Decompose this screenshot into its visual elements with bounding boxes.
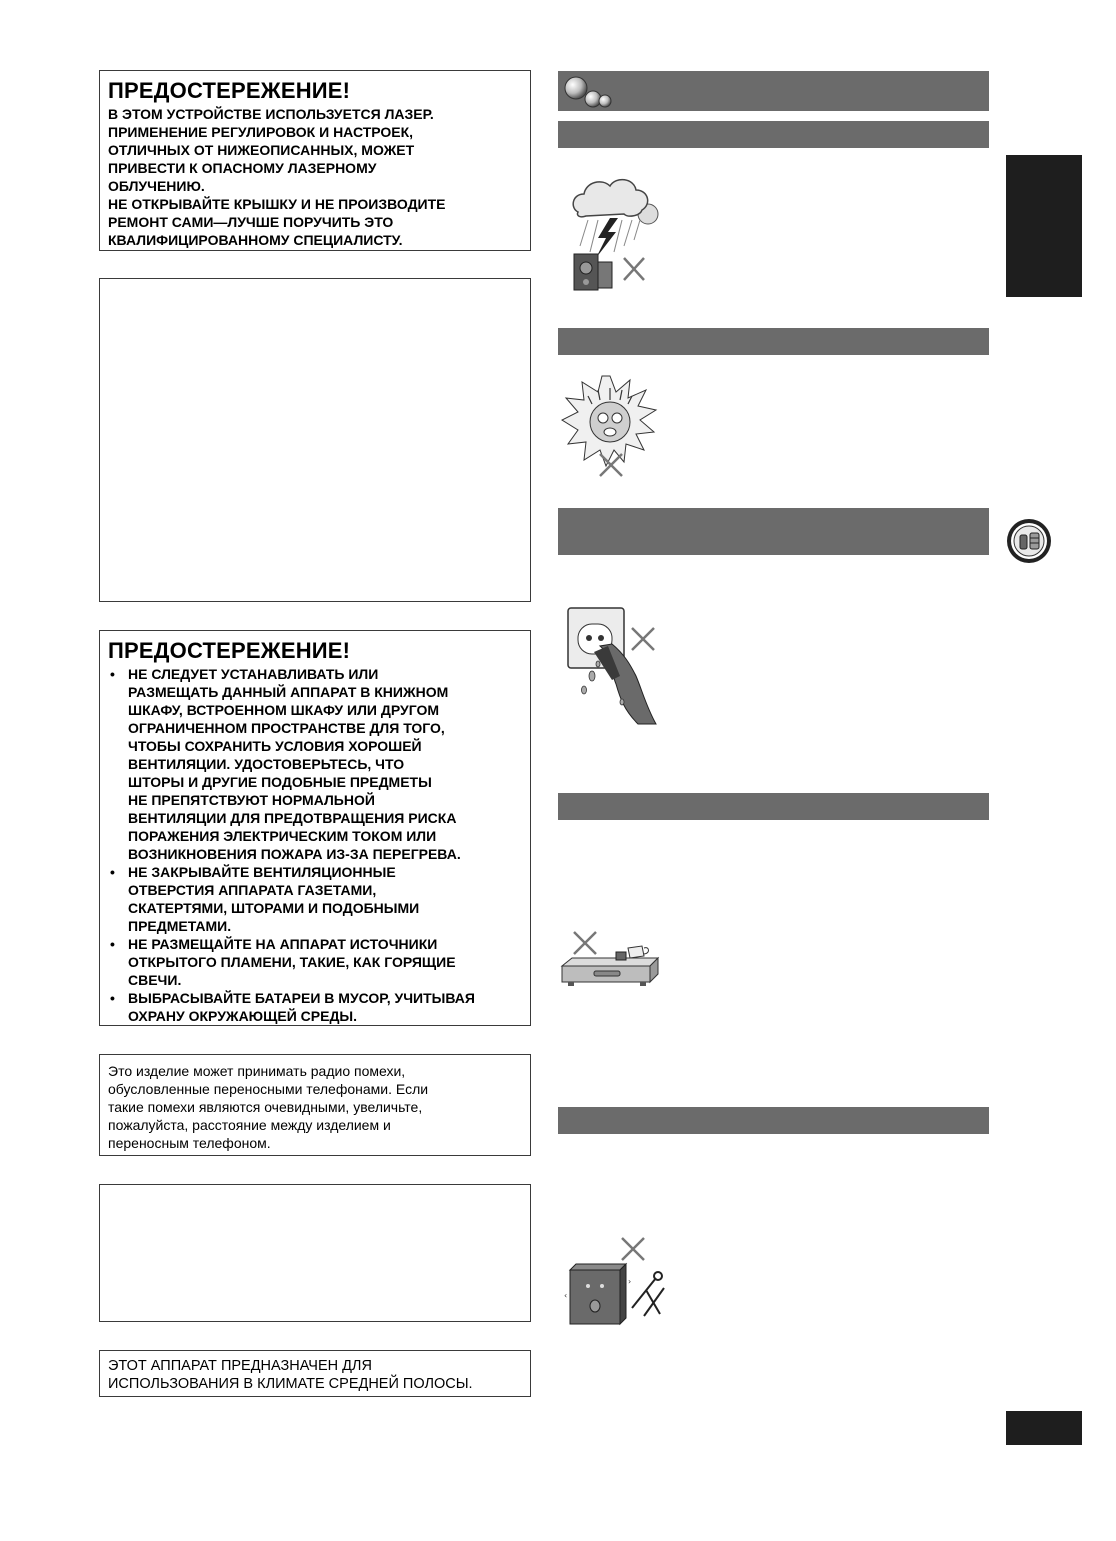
- laser-warning-line: ПРИМЕНЕНИЕ РЕГУЛИРОВОК И НАСТРОЕК,: [108, 124, 414, 140]
- svg-text:‹: ‹: [564, 1291, 568, 1300]
- no-disassembly-icon: [560, 1236, 672, 1328]
- ventilation-warning-line: ОГРАНИЧЕННОМ ПРОСТРАНСТВЕ ДЛЯ ТОГО,: [128, 720, 445, 736]
- laser-warning-line: ОБЛУЧЕНИЮ.: [108, 178, 205, 194]
- subsection-bar-1: [558, 121, 989, 148]
- section-header-bar: [558, 71, 989, 111]
- radio-notice-line: обусловленные переносными телефонами. Если: [108, 1081, 429, 1097]
- ventilation-warning-line: ОХРАНУ ОКРУЖАЮЩЕЙ СРЕДЫ.: [128, 1008, 358, 1024]
- laser-warning-line: В ЭТОМ УСТРОЙСТВЕ ИСПОЛЬЗУЕТСЯ ЛАЗЕР.: [108, 106, 434, 122]
- radio-interference-text: [108, 1062, 530, 1152]
- laser-warning-title: ПРЕДОСТЕРЕЖЕНИЕ!: [108, 78, 351, 103]
- ventilation-warning-line: НЕ ЗАКРЫВАЙТЕ ВЕНТИЛЯЦИОННЫЕ: [128, 864, 396, 880]
- ventilation-warning-line: РАЗМЕЩАТЬ ДАННЫЙ АППАРАТ В КНИЖНОМ: [128, 684, 449, 700]
- climate-notice-text: [108, 1357, 530, 1393]
- ventilation-warning-line: НЕ ПРЕПЯТСТВУЮТ НОРМАЛЬНОЙ: [128, 792, 375, 808]
- empty-notice-box-1: [99, 278, 531, 602]
- climate-notice-line: ИСПОЛЬЗОВАНИЯ В КЛИМАТЕ СРЕДНЕЙ ПОЛОСЫ.: [108, 1376, 473, 1392]
- ventilation-warning-item: [108, 935, 530, 989]
- ventilation-warning-item: [108, 989, 530, 1025]
- ventilation-warning-line: ВЕНТИЛЯЦИИ. УДОСТОВЕРЬТЕСЬ, ЧТО: [128, 756, 405, 772]
- bullet-mark: •: [110, 936, 115, 952]
- ventilation-warning-line: ВЫБРАСЫВАЙТЕ БАТАРЕИ В МУСОР, УЧИТЫВАЯ: [128, 990, 475, 1006]
- ventilation-warning-line: ШКАФУ, ВСТРОЕННОМ ШКАФУ ИЛИ ДРУГОМ: [128, 702, 440, 718]
- ventilation-warning-list: [108, 665, 530, 1025]
- ventilation-warning-line: ШТОРЫ И ДРУГИЕ ПОДОБНЫЕ ПРЕДМЕТЫ: [128, 774, 432, 790]
- radio-notice-line: переносным телефоном.: [108, 1135, 271, 1151]
- ventilation-warning-line: ЧТОБЫ СОХРАНИТЬ УСЛОВИЯ ХОРОШЕЙ: [128, 738, 422, 754]
- climate-notice-box: [99, 1350, 531, 1397]
- bullet-mark: •: [110, 990, 115, 1006]
- side-tab-top: [1006, 155, 1082, 297]
- subsection-bar-2: [558, 328, 989, 355]
- ventilation-warning-line: ПРЕДМЕТАМИ.: [128, 918, 232, 934]
- ventilation-warning-title: ПРЕДОСТЕРЕЖЕНИЕ!: [108, 638, 351, 663]
- thunderstorm-speaker-icon: [568, 172, 668, 294]
- ventilation-warning-line: ВОЗНИКНОВЕНИЯ ПОЖАРА ИЗ-ЗА ПЕРЕГРЕВА.: [128, 846, 461, 862]
- empty-notice-box-2: [99, 1184, 531, 1322]
- wet-hand-plug-icon: [564, 606, 664, 730]
- ventilation-warning-line: ПОРАЖЕНИЯ ЭЛЕКТРИЧЕСКИМ ТОКОМ ИЛИ: [128, 828, 437, 844]
- ventilation-warning-line: ВЕНТИЛЯЦИИ ДЛЯ ПРЕДОТВРАЩЕНИЯ РИСКА: [128, 810, 457, 826]
- side-tab-bottom: [1006, 1411, 1082, 1445]
- electric-shock-icon: [560, 374, 660, 478]
- bubbles-logo-icon: [563, 74, 615, 110]
- disc-badge-icon: [1005, 517, 1053, 565]
- radio-notice-line: пожалуйста, расстояние между изделием и: [108, 1117, 391, 1133]
- laser-warning-text: [108, 105, 530, 249]
- subsection-bar-3: [558, 508, 989, 555]
- ventilation-warning-box: [99, 630, 531, 1026]
- laser-warning-line: ОТЛИЧНЫХ ОТ НИЖЕОПИСАННЫХ, МОЖЕТ: [108, 142, 415, 158]
- svg-text:›: ›: [628, 1277, 632, 1286]
- ventilation-warning-line: ОТВЕРСТИЯ АППАРАТА ГАЗЕТАМИ,: [128, 882, 377, 898]
- laser-warning-box: [99, 70, 531, 251]
- ventilation-warning-item: [108, 863, 530, 935]
- laser-warning-line: РЕМОНТ САМИ—ЛУЧШЕ ПОРУЧИТЬ ЭТО: [108, 214, 394, 230]
- subsection-bar-5: [558, 1107, 989, 1134]
- climate-notice-line: ЭТОТ АППАРАТ ПРЕДНАЗНАЧЕН ДЛЯ: [108, 1358, 372, 1374]
- laser-warning-line: ПРИВЕСТИ К ОПАСНОМУ ЛАЗЕРНОМУ: [108, 160, 377, 176]
- laser-warning-line: НЕ ОТКРЫВАЙТЕ КРЫШКУ И НЕ ПРОИЗВОДИТЕ: [108, 196, 446, 212]
- laser-warning-line: КВАЛИФИЦИРОВАННОМУ СПЕЦИАЛИСТУ.: [108, 232, 403, 248]
- radio-interference-box: [99, 1054, 531, 1156]
- ventilation-warning-line: НЕ СЛЕДУЕТ УСТАНАВЛИВАТЬ ИЛИ: [128, 666, 379, 682]
- ventilation-warning-line: СКАТЕРТЯМИ, ШТОРАМИ И ПОДОБНЫМИ: [128, 900, 420, 916]
- ventilation-warning-line: СВЕЧИ.: [128, 972, 182, 988]
- ventilation-warning-item: [108, 665, 530, 863]
- ventilation-warning-line: ОТКРЫТОГО ПЛАМЕНИ, ТАКИЕ, КАК ГОРЯЩИЕ: [128, 954, 456, 970]
- bullet-mark: •: [110, 666, 115, 682]
- objects-on-unit-icon: [558, 928, 662, 994]
- subsection-bar-4: [558, 793, 989, 820]
- ventilation-warning-line: НЕ РАЗМЕЩАЙТЕ НА АППАРАТ ИСТОЧНИКИ: [128, 936, 438, 952]
- radio-notice-line: Это изделие может принимать радио помехи,: [108, 1063, 406, 1079]
- bullet-mark: •: [110, 864, 115, 880]
- radio-notice-line: такие помехи являются очевидными, увеличьте,: [108, 1099, 423, 1115]
